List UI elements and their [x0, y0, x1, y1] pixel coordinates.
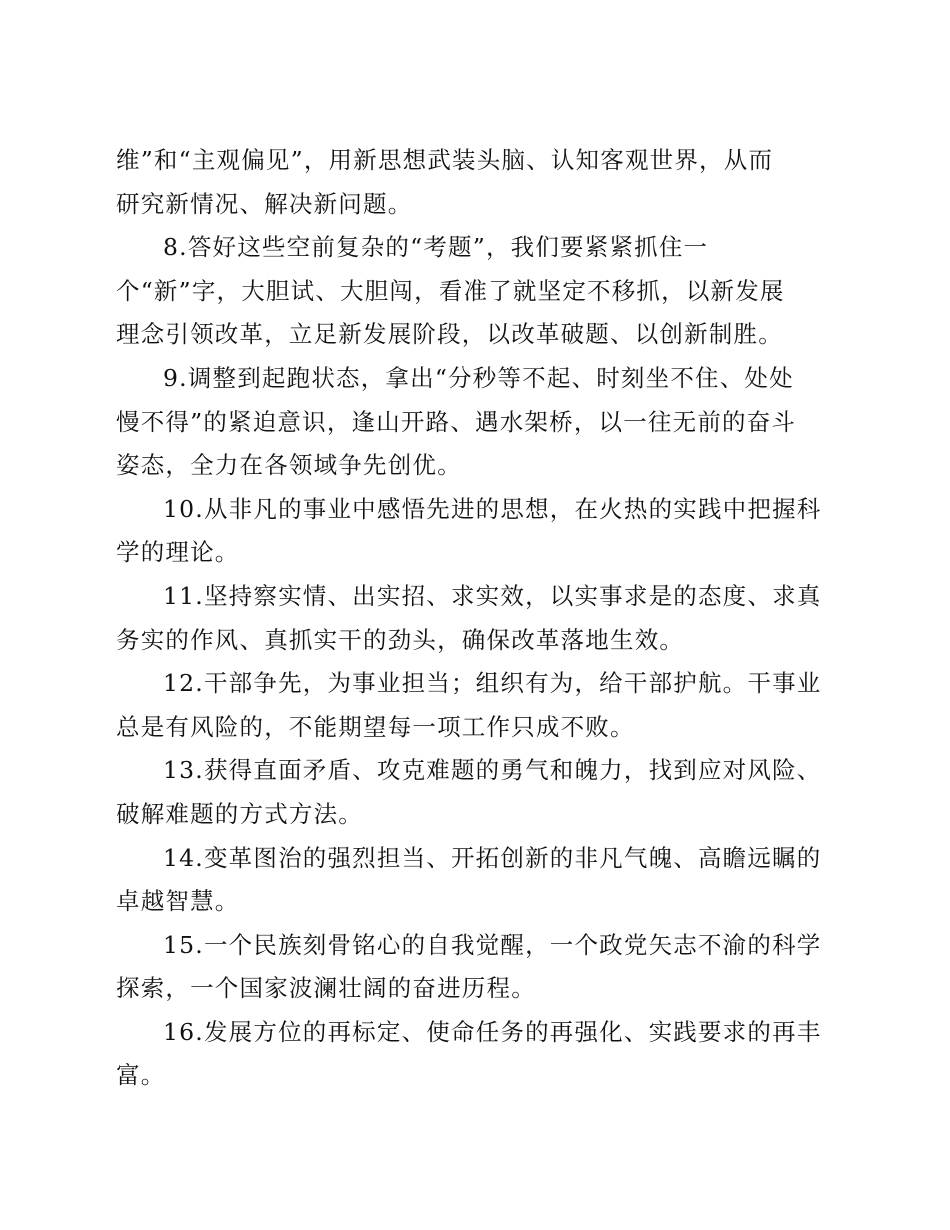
paragraph-line: 16.发展方位的再标定、使命任务的再强化、实践要求的再丰	[163, 1017, 822, 1046]
document-body	[116, 139, 826, 1098]
paragraph-12	[116, 662, 826, 749]
paragraph-line: 总是有风险的，不能期望每一项工作只成不败。	[116, 712, 635, 741]
paragraph-line: 慢不得”的紧迫意识，逢山开路、遇水架桥，以一往无前的奋斗	[116, 407, 797, 436]
paragraph-line: 10.从非凡的事业中感悟先进的思想，在火热的实践中把握科	[163, 494, 822, 523]
paragraph-line: 学的理论。	[116, 538, 240, 567]
paragraph-line: 研究新情况、解决新问题。	[116, 189, 413, 218]
paragraph-line: 破解难题的方式方法。	[116, 799, 363, 828]
paragraph-line: 理念引领改革，立足新发展阶段，以改革破题、以创新制胜。	[116, 320, 783, 349]
paragraph-line: 姿态，全力在各领域争先创优。	[116, 451, 462, 480]
paragraph-continued	[116, 139, 826, 226]
paragraph-line: 9.调整到起跑状态，拿出“分秒等不起、时刻坐不住、处处	[163, 363, 794, 392]
paragraph-line: 卓越智慧。	[116, 887, 240, 916]
paragraph-14	[116, 837, 826, 924]
paragraph-line: 11.坚持察实情、出实招、求实效，以实事求是的态度、求真	[163, 581, 822, 610]
paragraph-line: 12.干部争先，为事业担当；组织有为，给干部护航。干事业	[163, 669, 822, 698]
paragraph-9	[116, 357, 826, 488]
paragraph-16	[116, 1011, 826, 1098]
paragraph-8	[116, 226, 826, 357]
paragraph-11	[116, 575, 826, 662]
paragraph-line: 8.答好这些空前复杂的“考题”，我们要紧紧抓住一	[163, 233, 709, 262]
paragraph-line: 15.一个民族刻骨铭心的自我觉醒，一个政党矢志不渝的科学	[163, 930, 822, 959]
paragraph-15	[116, 924, 826, 1011]
paragraph-line: 13.获得直面矛盾、攻克难题的勇气和魄力，找到应对风险、	[163, 756, 822, 785]
paragraph-line: 探索，一个国家波澜壮阔的奋进历程。	[116, 974, 536, 1003]
paragraph-line: 个“新”字，大胆试、大胆闯，看准了就坚定不移抓，以新发展	[116, 276, 785, 305]
paragraph-line: 14.变革图治的强烈担当、开拓创新的非凡气魄、高瞻远瞩的	[163, 843, 822, 872]
paragraph-10	[116, 488, 826, 575]
paragraph-13	[116, 749, 826, 836]
paragraph-line: 务实的作风、真抓实干的劲头，确保改革落地生效。	[116, 625, 685, 654]
paragraph-line: 维”和“主观偏见”，用新思想武装头脑、认知客观世界，从而	[116, 146, 774, 174]
paragraph-line: 富。	[116, 1061, 166, 1090]
